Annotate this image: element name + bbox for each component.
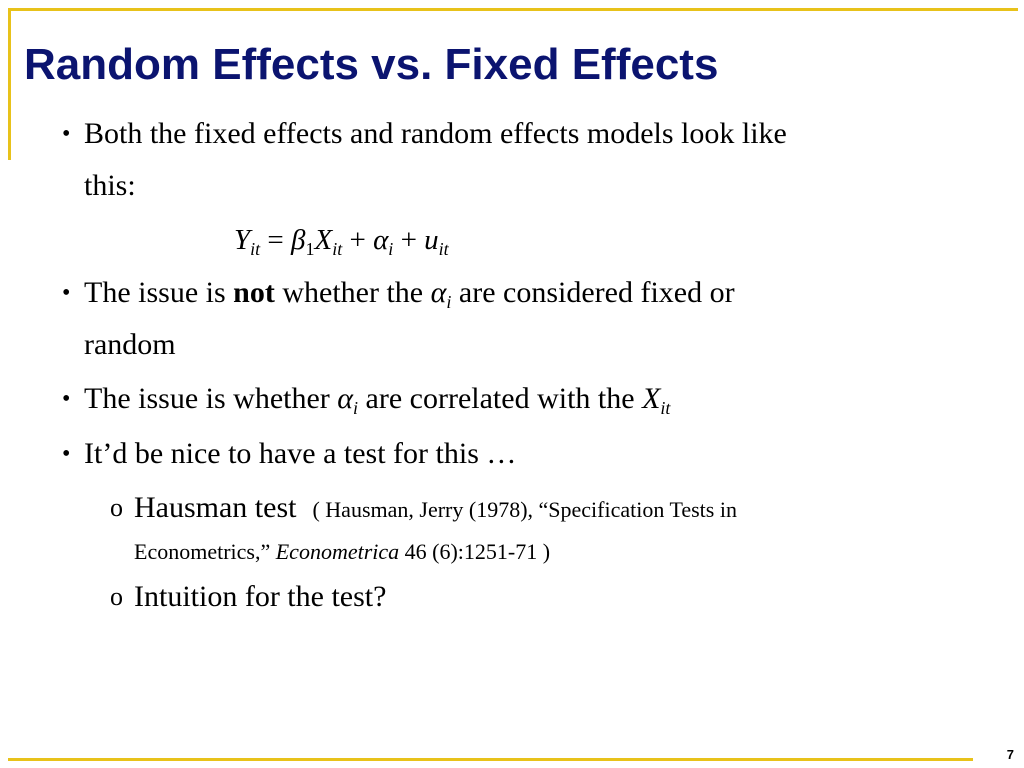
- sub-bullet-intuition: Intuition for the test?: [134, 580, 387, 613]
- slide-title: Random Effects vs. Fixed Effects: [24, 40, 719, 89]
- bullet-1-line-1: Both the fixed effects and random effects models look like: [84, 117, 787, 150]
- sub-bullet-marker: o: [110, 493, 123, 522]
- frame-left-line: [8, 8, 11, 160]
- bullet-2-line-2: random: [84, 328, 176, 361]
- bullet-2-line-1: The issue is not whether the $\alpha_i$ are considered fixed or: [84, 276, 735, 312]
- model-equation: $Y_{it} = \beta_1X_{it} + \alpha_i + u_{it}$: [234, 224, 449, 259]
- bullet-marker: •: [62, 441, 71, 467]
- hausman-reference-line-2: Econometrics,” Econometrica 46 (6):1251-71 ): [134, 539, 551, 564]
- sub-bullet-marker: o: [110, 582, 123, 611]
- bullet-3: The issue is whether $\alpha_i$ are correlated with the $X_{it}$: [84, 382, 671, 418]
- bullet-marker: •: [62, 280, 71, 306]
- bullet-marker: •: [62, 386, 71, 412]
- frame-bottom-line: [8, 758, 973, 761]
- bullet-4: It’d be nice to have a test for this …: [84, 437, 517, 470]
- page-number: 7: [1006, 747, 1014, 762]
- bullet-marker: •: [62, 121, 71, 147]
- sub-bullet-hausman: Hausman test ( Hausman, Jerry (1978), “Specification Tests in: [134, 491, 737, 524]
- bullet-1-line-2: this:: [84, 169, 136, 202]
- frame-top-line: [8, 8, 1018, 11]
